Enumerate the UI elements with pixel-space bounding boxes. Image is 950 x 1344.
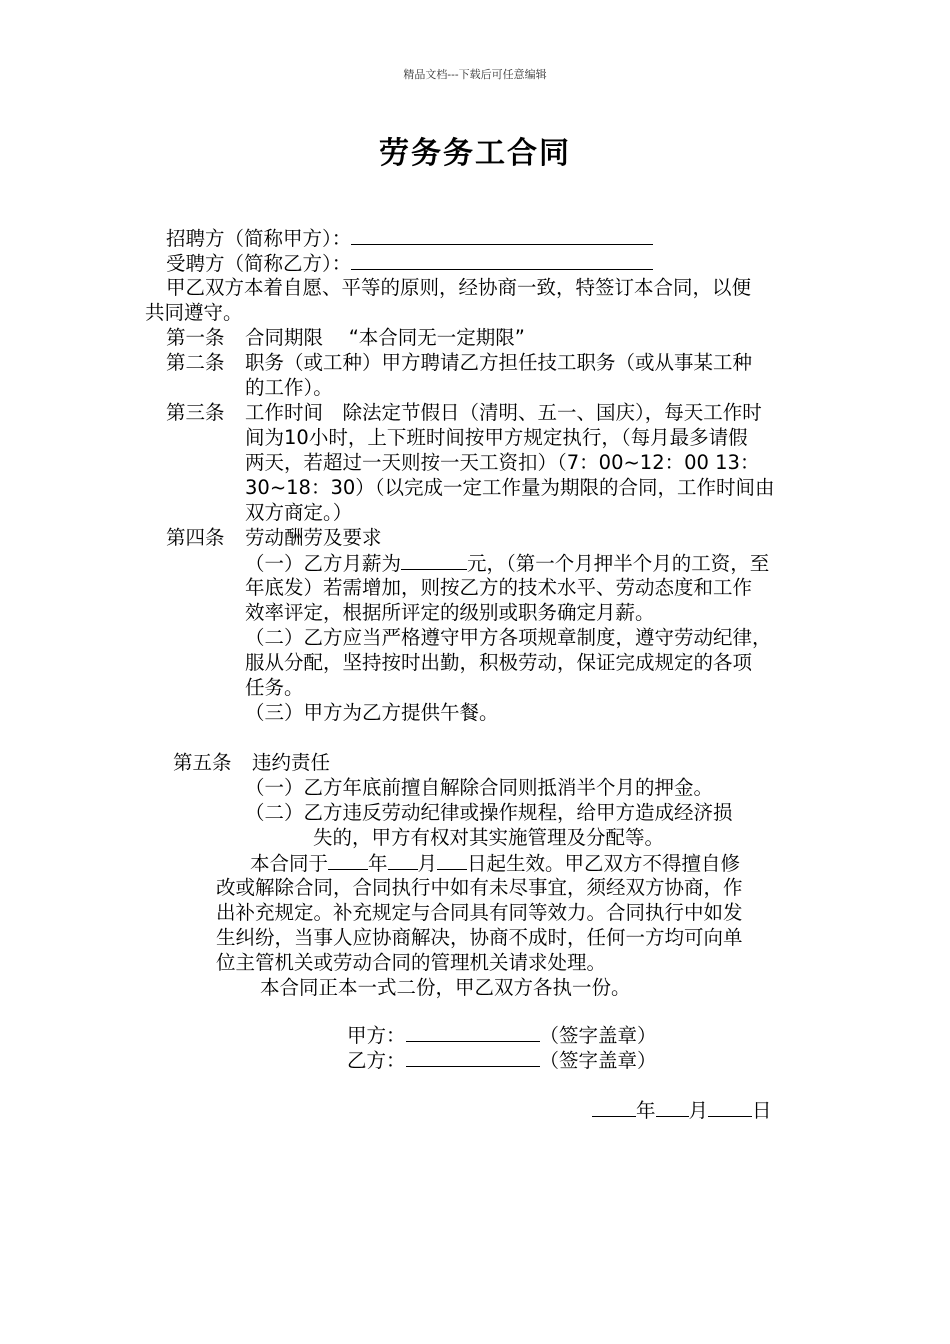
article-2-line-2: 的工作）。 xyxy=(245,376,333,399)
party-a-label: 甲方： xyxy=(347,1024,406,1047)
effective-year-blank[interactable] xyxy=(328,850,368,870)
article-5-item-1: （一）乙方年底前擅自解除合同则抵消半个月的押金。 xyxy=(245,776,714,799)
article-3-line-5: 双方商定。） xyxy=(245,501,353,524)
article-3-line-1: 工作时间 除法定节假日（清明、五一、国庆），每天工作时 xyxy=(245,401,762,424)
salary-label: （一）乙方月薪为 xyxy=(245,552,402,575)
employee-label: 受聘方（简称乙方）： xyxy=(166,252,352,275)
article-4-item-1-line-2: 年底发）若需增加，则按乙方的技术水平、劳动态度和工作 xyxy=(245,576,753,599)
party-a-seal-note: （签字盖章） xyxy=(539,1024,657,1047)
header-note: 精品文档---下载后可任意编辑 xyxy=(403,68,547,81)
article-4-title: 劳动酬劳及要求 xyxy=(245,526,382,549)
article-1-heading: 第一条 xyxy=(166,326,225,349)
party-a-blank[interactable] xyxy=(406,1022,540,1042)
effective-line-5: 位主管机关或劳动合同的管理机关请求处理。 xyxy=(216,951,607,974)
date-month-blank[interactable] xyxy=(656,1097,689,1117)
article-3-line-2: 间为10小时，上下班时间按甲方规定执行，（每月最多请假 xyxy=(245,426,748,449)
article-2-line-1: 职务（或工种）甲方聘请乙方担任技工职务（或从事某工种 xyxy=(245,351,753,374)
effective-line-4: 生纠纷，当事人应协商解决，协商不成时，任何一方均可向单 xyxy=(216,926,743,949)
article-5-title: 违约责任 xyxy=(252,751,331,774)
effective-year-label: 年 xyxy=(368,852,388,875)
date-day-label: 日 xyxy=(752,1099,772,1122)
article-5-item-2-line-2: 失的，甲方有权对其实施管理及分配等。 xyxy=(313,826,665,849)
party-b-seal-note: （签字盖章） xyxy=(539,1049,657,1072)
article-3-line-3: 两天，若超过一天则按一天工资扣）（7：00~12：00 13： xyxy=(245,451,760,474)
document-title: 劳务务工合同 xyxy=(379,136,571,171)
party-a-signature xyxy=(347,1022,657,1047)
employer-blank[interactable] xyxy=(351,225,653,245)
article-4-heading: 第四条 xyxy=(166,526,225,549)
party-b-label: 乙方： xyxy=(347,1049,406,1072)
party-b-blank[interactable] xyxy=(406,1047,540,1067)
salary-suffix: 元，（第一个月押半个月的工资，至 xyxy=(467,552,770,575)
effective-line-2: 改或解除合同，合同执行中如有未尽事宜，须经双方协商，作 xyxy=(216,876,743,899)
article-3-line-4: 30~18：30）（以完成一定工作量为期限的合同，工作时间由 xyxy=(245,476,775,499)
salary-blank[interactable] xyxy=(401,550,467,570)
effective-day-blank[interactable] xyxy=(437,850,467,870)
copies-line: 本合同正本一式二份，甲乙双方各执一份。 xyxy=(260,976,631,999)
party-b-signature xyxy=(347,1047,657,1072)
employee-blank[interactable] xyxy=(351,250,653,270)
date-month-label: 月 xyxy=(688,1099,709,1122)
employer-line xyxy=(166,225,653,250)
date-year-blank[interactable] xyxy=(592,1097,636,1117)
intro-line-1: 甲乙双方本着自愿、平等的原则，经协商一致，特签订本合同，以便 xyxy=(166,276,752,299)
date-day-blank[interactable] xyxy=(708,1097,752,1117)
effective-month-label: 月 xyxy=(417,852,438,875)
signing-date xyxy=(592,1097,772,1122)
effective-text-2: 日起生效。甲乙双方不得擅自修 xyxy=(467,852,741,875)
article-4-item-3: （三）甲方为乙方提供午餐。 xyxy=(245,701,499,724)
article-4-item-1 xyxy=(245,550,769,575)
employer-label: 招聘方（简称甲方）： xyxy=(166,227,352,250)
article-4-item-2-line-3: 任务。 xyxy=(245,676,304,699)
article-2-heading: 第二条 xyxy=(166,351,225,374)
article-4-item-1-line-3: 效率评定，根据所评定的级别或职务确定月薪。 xyxy=(245,601,655,624)
date-year-label: 年 xyxy=(636,1099,656,1122)
effective-line-1 xyxy=(250,850,740,875)
article-4-item-2-line-1: （二）乙方应当严格遵守甲方各项规章制度，遵守劳动纪律， xyxy=(245,626,772,649)
article-4-item-2-line-2: 服从分配，坚持按时出勤，积极劳动，保证完成规定的各项 xyxy=(245,651,753,674)
article-1-text: 合同期限 “本合同无一定期限” xyxy=(245,326,525,349)
article-5-heading: 第五条 xyxy=(173,751,232,774)
effective-line-3: 出补充规定。补充规定与合同具有同等效力。合同执行中如发 xyxy=(216,901,743,924)
effective-text-1: 本合同于 xyxy=(250,852,329,875)
article-5-item-2-line-1: （二）乙方违反劳动纪律或操作规程，给甲方造成经济损 xyxy=(245,801,733,824)
employee-line xyxy=(166,250,653,275)
intro-line-2: 共同遵守。 xyxy=(145,301,243,324)
effective-month-blank[interactable] xyxy=(388,850,418,870)
article-3-heading: 第三条 xyxy=(166,401,225,424)
